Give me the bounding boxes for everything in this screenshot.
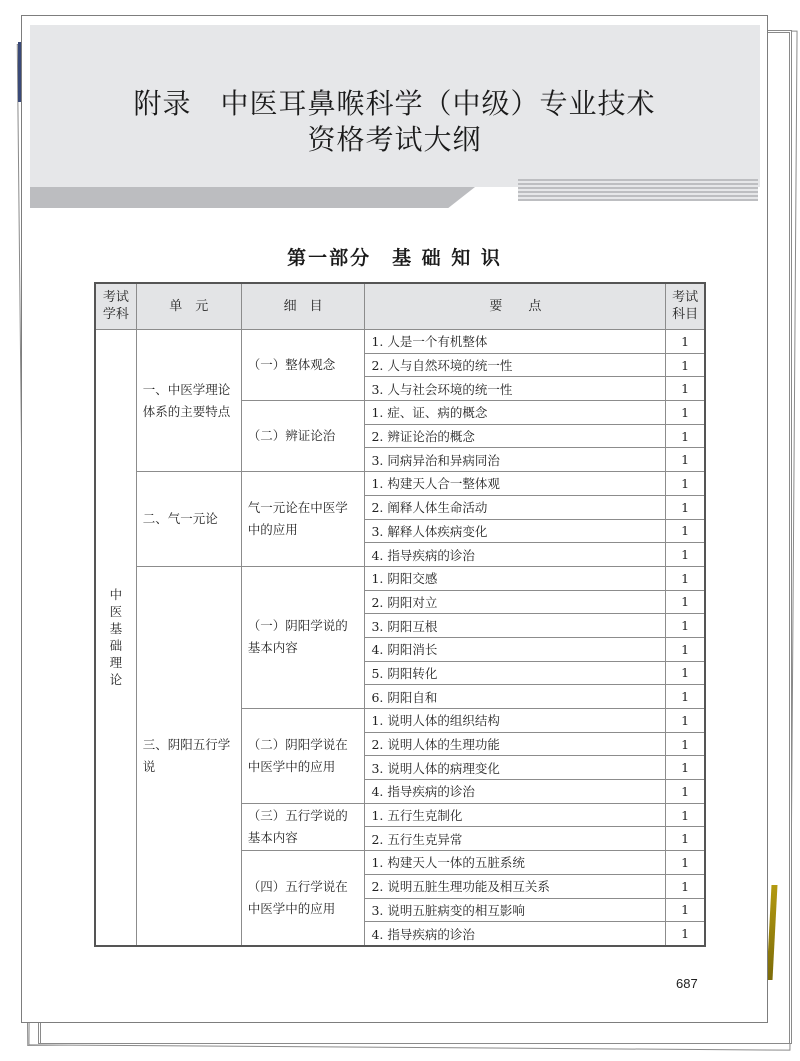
table-row — [95, 566, 705, 590]
page-subtitle: 资格考试大纲 — [307, 123, 482, 156]
point-cell: 3. 人与社会环境的统一性 — [365, 377, 666, 401]
point-cell: 1. 说明人体的组织结构 — [365, 709, 666, 733]
exam-cell: 1 — [666, 566, 705, 590]
point-cell: 6. 阴阳自和 — [365, 685, 666, 709]
section-heading: 第一部分 基 础 知 识 — [287, 247, 502, 269]
page-title: 附录 中医耳鼻喉科学（中级）专业技术 — [133, 87, 656, 120]
exam-cell: 1 — [666, 353, 705, 377]
exam-cell: 1 — [666, 495, 705, 519]
point-cell: 4. 指导疾病的诊治 — [365, 543, 666, 567]
subject-cell: 中医基础理论 — [95, 330, 136, 946]
point-cell: 1. 症、证、病的概念 — [365, 401, 666, 425]
item-cell: （一）整体观念 — [241, 330, 365, 401]
unit-cell: 三、阴阳五行学说 — [136, 566, 241, 946]
exam-cell: 1 — [666, 519, 705, 543]
point-cell: 4. 阴阳消长 — [365, 637, 666, 661]
exam-cell: 1 — [666, 424, 705, 448]
header-subject: 考试学科 — [95, 283, 136, 330]
point-cell: 3. 说明人体的病理变化 — [365, 756, 666, 780]
point-cell: 1. 五行生克制化 — [365, 803, 666, 827]
table-header-row — [95, 283, 705, 330]
exam-cell: 1 — [666, 851, 705, 875]
exam-cell: 1 — [666, 330, 705, 354]
point-cell: 2. 阴阳对立 — [365, 590, 666, 614]
point-cell: 2. 人与自然环境的统一性 — [365, 353, 666, 377]
page-number: 687 — [676, 976, 698, 991]
item-cell: （一）阴阳学说的基本内容 — [241, 566, 365, 708]
point-cell: 3. 说明五脏病变的相互影响 — [365, 898, 666, 922]
item-cell: （三）五行学说的基本内容 — [241, 803, 365, 850]
header-item: 细 目 — [241, 283, 365, 330]
point-cell: 1. 构建天人合一整体观 — [365, 472, 666, 496]
exam-cell: 1 — [666, 709, 705, 733]
point-cell: 4. 指导疾病的诊治 — [365, 922, 666, 946]
syllabus-table — [94, 282, 706, 947]
table-row — [95, 472, 705, 496]
exam-cell: 1 — [666, 780, 705, 804]
point-cell: 5. 阴阳转化 — [365, 661, 666, 685]
exam-cell: 1 — [666, 448, 705, 472]
exam-cell: 1 — [666, 803, 705, 827]
item-cell: 气一元论在中医学中的应用 — [241, 472, 365, 567]
exam-cell: 1 — [666, 756, 705, 780]
point-cell: 2. 阐释人体生命活动 — [365, 495, 666, 519]
exam-cell: 1 — [666, 590, 705, 614]
point-cell: 2. 五行生克异常 — [365, 827, 666, 851]
item-cell: （四）五行学说在中医学中的应用 — [241, 851, 365, 946]
exam-cell: 1 — [666, 614, 705, 638]
header-exam: 考试科目 — [666, 283, 705, 330]
header-points: 要 点 — [365, 283, 666, 330]
point-cell: 3. 解释人体疾病变化 — [365, 519, 666, 543]
item-cell: （二）辨证论治 — [241, 401, 365, 472]
exam-cell: 1 — [666, 922, 705, 946]
exam-cell: 1 — [666, 472, 705, 496]
point-cell: 4. 指导疾病的诊治 — [365, 780, 666, 804]
header-unit: 单 元 — [136, 283, 241, 330]
table-row — [95, 330, 705, 354]
exam-cell: 1 — [666, 401, 705, 425]
unit-cell: 二、气一元论 — [136, 472, 241, 567]
point-cell: 1. 阴阳交感 — [365, 566, 666, 590]
point-cell: 2. 说明人体的生理功能 — [365, 732, 666, 756]
exam-cell: 1 — [666, 543, 705, 567]
exam-cell: 1 — [666, 661, 705, 685]
exam-cell: 1 — [666, 637, 705, 661]
exam-cell: 1 — [666, 898, 705, 922]
item-cell: （二）阴阳学说在中医学中的应用 — [241, 709, 365, 804]
exam-cell: 1 — [666, 732, 705, 756]
exam-cell: 1 — [666, 685, 705, 709]
point-cell: 3. 同病异治和异病同治 — [365, 448, 666, 472]
exam-cell: 1 — [666, 377, 705, 401]
banner-stripes — [518, 179, 758, 201]
point-cell: 1. 人是一个有机整体 — [365, 330, 666, 354]
point-cell: 2. 辨证论治的概念 — [365, 424, 666, 448]
banner-bar — [30, 187, 475, 208]
point-cell: 1. 构建天人一体的五脏系统 — [365, 851, 666, 875]
exam-cell: 1 — [666, 827, 705, 851]
point-cell: 3. 阴阳互根 — [365, 614, 666, 638]
point-cell: 2. 说明五脏生理功能及相互关系 — [365, 874, 666, 898]
unit-cell: 一、中医学理论体系的主要特点 — [136, 330, 241, 472]
exam-cell: 1 — [666, 874, 705, 898]
